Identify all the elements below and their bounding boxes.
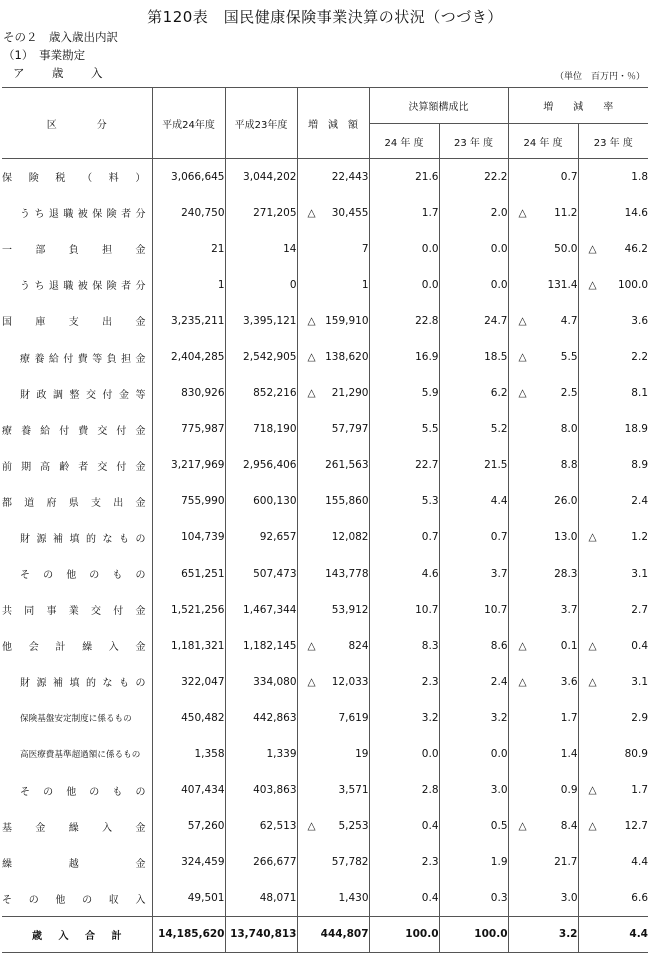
cell-change: 3,571 — [297, 772, 369, 808]
cell-rate-23: 2.7 — [631, 603, 648, 616]
revenue-table — [2, 87, 648, 953]
cell-composition-24: 2.3 — [369, 664, 439, 700]
cell-rate-24: 131.4 — [508, 267, 578, 303]
cell-change: 7,619 — [297, 700, 369, 736]
cell-composition-23: 24.7 — [439, 303, 508, 339]
cell-composition-24: 16.9 — [369, 339, 439, 375]
negative-mark: △ — [307, 675, 316, 688]
cell-composition-23: 2.0 — [439, 195, 508, 231]
cell-rate-24: 26.0 — [508, 483, 578, 519]
cell-fy24: 407,434 — [152, 772, 225, 808]
cell-rate-23: △ 46.2 — [578, 231, 648, 267]
total-fy24: 14,185,620 — [152, 916, 225, 952]
cell-composition-23: 6.2 — [439, 375, 508, 411]
negative-mark: △ — [518, 351, 527, 364]
cell-change: 155,860 — [297, 483, 369, 519]
cell-composition-23: 3.7 — [439, 556, 508, 592]
cell-fy24: 21 — [152, 231, 225, 267]
cell-change: △ 824 — [297, 628, 369, 664]
header-rate-24: 24 年 度 — [508, 124, 578, 159]
cell-composition-23: 8.6 — [439, 628, 508, 664]
total-row — [2, 916, 648, 952]
header-fy24: 平成24年度 — [152, 88, 225, 159]
cell-composition-24: 8.3 — [369, 628, 439, 664]
cell-fy24: 322,047 — [152, 664, 225, 700]
cell-fy24: 830,926 — [152, 375, 225, 411]
total-composition-23: 100.0 — [439, 916, 508, 952]
cell-composition-24: 22.7 — [369, 447, 439, 483]
table-row — [2, 411, 648, 447]
cell-fy23: 92,657 — [225, 519, 297, 555]
cell-rate-24: 21.7 — [508, 844, 578, 880]
row-label: 都 道 府 県 支 出 金 — [2, 483, 152, 519]
cell-fy24: 450,482 — [152, 700, 225, 736]
row-label: 繰 越 金 — [2, 844, 152, 880]
cell-fy23: 718,190 — [225, 411, 297, 447]
row-label: 財 源 補 填 的 な も の — [2, 519, 152, 555]
cell-rate-23: 8.9 — [631, 459, 648, 472]
cell-rate-23: △ 3.1 — [578, 664, 648, 700]
negative-mark: △ — [518, 675, 527, 688]
cell-fy24: 775,987 — [152, 411, 225, 447]
negative-mark: △ — [307, 387, 316, 400]
cell-rate-24: △ 8.4 — [508, 808, 578, 844]
cell-fy23: 271,205 — [225, 195, 297, 231]
negative-mark: △ — [518, 820, 527, 833]
row-label: 療 養 給 付 費 等 負 担 金 — [2, 339, 152, 375]
row-label: 一 部 負 担 金 — [2, 231, 152, 267]
total-change: 444,807 — [297, 916, 369, 952]
row-label: 保 険 税 （ 料 ） — [2, 159, 152, 195]
table-row — [2, 700, 648, 736]
cell-fy23: 600,130 — [225, 483, 297, 519]
cell-rate-23: △ 1.7 — [578, 772, 648, 808]
cell-change: 22,443 — [297, 159, 369, 195]
cell-rate-23: 8.1 — [631, 387, 648, 400]
cell-composition-23: 4.4 — [439, 483, 508, 519]
cell-fy24: 57,260 — [152, 808, 225, 844]
cell-composition-23: 21.5 — [439, 447, 508, 483]
cell-composition-23: 0.0 — [439, 267, 508, 303]
table-row — [2, 844, 648, 880]
cell-fy23: 3,395,121 — [225, 303, 297, 339]
cell-composition-23: 0.0 — [439, 736, 508, 772]
cell-fy23: 0 — [225, 267, 297, 303]
table-row — [2, 339, 648, 375]
table-row — [2, 303, 648, 339]
cell-fy23: 507,473 — [225, 556, 297, 592]
cell-composition-23: 0.5 — [439, 808, 508, 844]
cell-change: 1 — [297, 267, 369, 303]
cell-fy23: 1,182,145 — [225, 628, 297, 664]
negative-mark: △ — [588, 242, 597, 255]
cell-fy23: 442,863 — [225, 700, 297, 736]
cell-rate-23: 1.8 — [631, 170, 648, 183]
cell-change: 12,082 — [297, 519, 369, 555]
cell-change: △ 138,620 — [297, 339, 369, 375]
cell-composition-23: 0.7 — [439, 519, 508, 555]
cell-composition-24: 5.5 — [369, 411, 439, 447]
row-label: 共 同 事 業 交 付 金 — [2, 592, 152, 628]
negative-mark: △ — [518, 314, 527, 327]
table-row — [2, 772, 648, 808]
cell-composition-24: 0.0 — [369, 267, 439, 303]
table-row — [2, 447, 648, 483]
cell-change: △ 12,033 — [297, 664, 369, 700]
cell-composition-24: 22.8 — [369, 303, 439, 339]
table-row — [2, 664, 648, 700]
cell-composition-24: 0.4 — [369, 880, 439, 916]
row-label: 療 養 給 付 費 交 付 金 — [2, 411, 152, 447]
cell-rate-23: 14.6 — [624, 206, 648, 219]
cell-fy24: 1,181,321 — [152, 628, 225, 664]
cell-change: 1,430 — [297, 880, 369, 916]
header-fy23: 平成23年度 — [225, 88, 297, 159]
cell-change: 53,912 — [297, 592, 369, 628]
cell-fy24: 3,066,645 — [152, 159, 225, 195]
cell-change: △ 30,455 — [297, 195, 369, 231]
cell-fy23: 14 — [225, 231, 297, 267]
cell-rate-23: 18.9 — [624, 423, 648, 436]
negative-mark: △ — [307, 820, 316, 833]
cell-composition-24: 5.3 — [369, 483, 439, 519]
cell-fy23: 62,513 — [225, 808, 297, 844]
cell-change: 261,563 — [297, 447, 369, 483]
negative-mark: △ — [588, 820, 597, 833]
cell-rate-23: △ 0.4 — [578, 628, 648, 664]
cell-composition-24: 5.9 — [369, 375, 439, 411]
cell-composition-24: 0.0 — [369, 231, 439, 267]
cell-fy23: 1,339 — [225, 736, 297, 772]
cell-composition-24: 0.7 — [369, 519, 439, 555]
cell-rate-23: 80.9 — [624, 748, 648, 761]
table-row — [2, 231, 648, 267]
cell-composition-23: 22.2 — [439, 159, 508, 195]
cell-fy23: 1,467,344 — [225, 592, 297, 628]
subsection-heading: （1） 事業勘定 — [3, 48, 86, 62]
cell-change: 57,797 — [297, 411, 369, 447]
cell-rate-23: △ 100.0 — [578, 267, 648, 303]
cell-rate-23: 2.4 — [631, 495, 648, 508]
negative-mark: △ — [307, 639, 316, 652]
negative-mark: △ — [588, 784, 597, 797]
cell-fy24: 755,990 — [152, 483, 225, 519]
header-composition-23: 23 年 度 — [439, 124, 508, 159]
negative-mark: △ — [518, 639, 527, 652]
cell-fy23: 334,080 — [225, 664, 297, 700]
table-row — [2, 736, 648, 772]
cell-rate-24: △ 0.1 — [508, 628, 578, 664]
table-row — [2, 375, 648, 411]
cell-rate-24: 8.8 — [508, 447, 578, 483]
table-row — [2, 159, 648, 195]
negative-mark: △ — [307, 206, 316, 219]
row-label: そ の 他 の 収 入 — [2, 880, 152, 916]
table-row — [2, 519, 648, 555]
cell-rate-23: △ 12.7 — [578, 808, 648, 844]
negative-mark: △ — [518, 387, 527, 400]
cell-rate-23: 6.6 — [631, 892, 648, 905]
cell-composition-24: 10.7 — [369, 592, 439, 628]
cell-composition-23: 10.7 — [439, 592, 508, 628]
cell-fy24: 3,217,969 — [152, 447, 225, 483]
header-change: 増 減 額 — [297, 88, 369, 159]
cell-change: 19 — [297, 736, 369, 772]
cell-rate-24: 3.7 — [508, 592, 578, 628]
table-row — [2, 267, 648, 303]
cell-rate-24: 3.0 — [508, 880, 578, 916]
cell-composition-23: 18.5 — [439, 339, 508, 375]
row-label: う ち 退 職 被 保 険 者 分 — [2, 267, 152, 303]
cell-rate-24: 1.4 — [508, 736, 578, 772]
cell-rate-24: △ 2.5 — [508, 375, 578, 411]
cell-change: △ 5,253 — [297, 808, 369, 844]
cell-rate-23: 2.9 — [631, 711, 648, 724]
cell-composition-23: 5.2 — [439, 411, 508, 447]
cell-fy24: 3,235,211 — [152, 303, 225, 339]
cell-fy23: 2,956,406 — [225, 447, 297, 483]
row-label: そ の 他 の も の — [2, 772, 152, 808]
negative-mark: △ — [588, 278, 597, 291]
cell-fy23: 48,071 — [225, 880, 297, 916]
header-rate: 増 減 率 — [508, 88, 648, 124]
row-label: 高医療費基準超過額に係るもの — [2, 736, 152, 772]
cell-composition-24: 2.8 — [369, 772, 439, 808]
cell-fy24: 324,459 — [152, 844, 225, 880]
table-row — [2, 195, 648, 231]
table-row — [2, 483, 648, 519]
cell-rate-24: 1.7 — [508, 700, 578, 736]
header-composition: 決算額構成比 — [369, 88, 508, 124]
total-fy23: 13,740,813 — [225, 916, 297, 952]
total-label: 歳 入 合 計 — [2, 916, 152, 952]
cell-composition-23: 2.4 — [439, 664, 508, 700]
negative-mark: △ — [588, 639, 597, 652]
row-label: う ち 退 職 被 保 険 者 分 — [2, 195, 152, 231]
cell-rate-23: 2.2 — [631, 351, 648, 364]
cell-change: 143,778 — [297, 556, 369, 592]
cell-fy23: 852,216 — [225, 375, 297, 411]
row-label: 財 政 調 整 交 付 金 等 — [2, 375, 152, 411]
cell-rate-24: △ 5.5 — [508, 339, 578, 375]
total-rate-24: 3.2 — [508, 916, 578, 952]
cell-change: 57,782 — [297, 844, 369, 880]
total-rate-23: 4.4 — [629, 928, 648, 941]
row-label: 財 源 補 填 的 な も の — [2, 664, 152, 700]
cell-composition-24: 0.4 — [369, 808, 439, 844]
cell-composition-24: 2.3 — [369, 844, 439, 880]
table-row — [2, 628, 648, 664]
negative-mark: △ — [307, 351, 316, 364]
cell-fy24: 49,501 — [152, 880, 225, 916]
cell-rate-24: 13.0 — [508, 519, 578, 555]
cell-fy23: 3,044,202 — [225, 159, 297, 195]
cell-rate-23: △ 1.2 — [578, 519, 648, 555]
section-heading: その２ 歳入歳出内訳 — [3, 30, 118, 44]
cell-fy24: 1,358 — [152, 736, 225, 772]
cell-change: △ 159,910 — [297, 303, 369, 339]
cell-fy24: 1,521,256 — [152, 592, 225, 628]
cell-fy23: 403,863 — [225, 772, 297, 808]
cell-fy24: 651,251 — [152, 556, 225, 592]
cell-rate-24: 50.0 — [508, 231, 578, 267]
cell-fy24: 1 — [152, 267, 225, 303]
cell-rate-23: 3.1 — [631, 567, 648, 580]
cell-change: △ 21,290 — [297, 375, 369, 411]
subsubsection-heading: ア 歳 入 — [13, 66, 111, 80]
cell-rate-24: 0.9 — [508, 772, 578, 808]
row-label: 前 期 高 齢 者 交 付 金 — [2, 447, 152, 483]
negative-mark: △ — [518, 206, 527, 219]
negative-mark: △ — [307, 314, 316, 327]
cell-composition-24: 4.6 — [369, 556, 439, 592]
cell-rate-24: △ 3.6 — [508, 664, 578, 700]
total-composition-24: 100.0 — [369, 916, 439, 952]
row-label: そ の 他 の も の — [2, 556, 152, 592]
table-row — [2, 880, 648, 916]
row-label: 基 金 繰 入 金 — [2, 808, 152, 844]
header-rate-23: 23 年 度 — [578, 124, 648, 159]
cell-rate-24: △ 11.2 — [508, 195, 578, 231]
cell-composition-23: 0.3 — [439, 880, 508, 916]
table-row — [2, 556, 648, 592]
cell-composition-24: 0.0 — [369, 736, 439, 772]
cell-fy24: 2,404,285 — [152, 339, 225, 375]
header-category: 区 分 — [2, 88, 152, 159]
cell-fy23: 2,542,905 — [225, 339, 297, 375]
unit-note: （単位 百万円・％） — [554, 72, 645, 82]
cell-rate-24: 0.7 — [508, 159, 578, 195]
row-label: 他 会 計 繰 入 金 — [2, 628, 152, 664]
cell-composition-24: 1.7 — [369, 195, 439, 231]
cell-fy24: 104,739 — [152, 519, 225, 555]
cell-rate-24: 8.0 — [508, 411, 578, 447]
cell-rate-24: △ 4.7 — [508, 303, 578, 339]
cell-composition-23: 3.2 — [439, 700, 508, 736]
cell-composition-24: 21.6 — [369, 159, 439, 195]
row-label: 国 庫 支 出 金 — [2, 303, 152, 339]
cell-rate-23: 3.6 — [631, 314, 648, 327]
negative-mark: △ — [588, 531, 597, 544]
header-composition-24: 24 年 度 — [369, 124, 439, 159]
cell-composition-23: 0.0 — [439, 231, 508, 267]
page-title: 第120表 国民健康保険事業決算の状況（つづき） — [147, 8, 503, 26]
cell-fy23: 266,677 — [225, 844, 297, 880]
negative-mark: △ — [588, 675, 597, 688]
cell-change: 7 — [297, 231, 369, 267]
table-row — [2, 592, 648, 628]
cell-composition-23: 1.9 — [439, 844, 508, 880]
cell-rate-24: 28.3 — [508, 556, 578, 592]
cell-composition-23: 3.0 — [439, 772, 508, 808]
cell-fy24: 240,750 — [152, 195, 225, 231]
cell-composition-24: 3.2 — [369, 700, 439, 736]
table-row — [2, 808, 648, 844]
row-label: 保険基盤安定制度に係るもの — [2, 700, 152, 736]
cell-rate-23: 4.4 — [631, 856, 648, 869]
